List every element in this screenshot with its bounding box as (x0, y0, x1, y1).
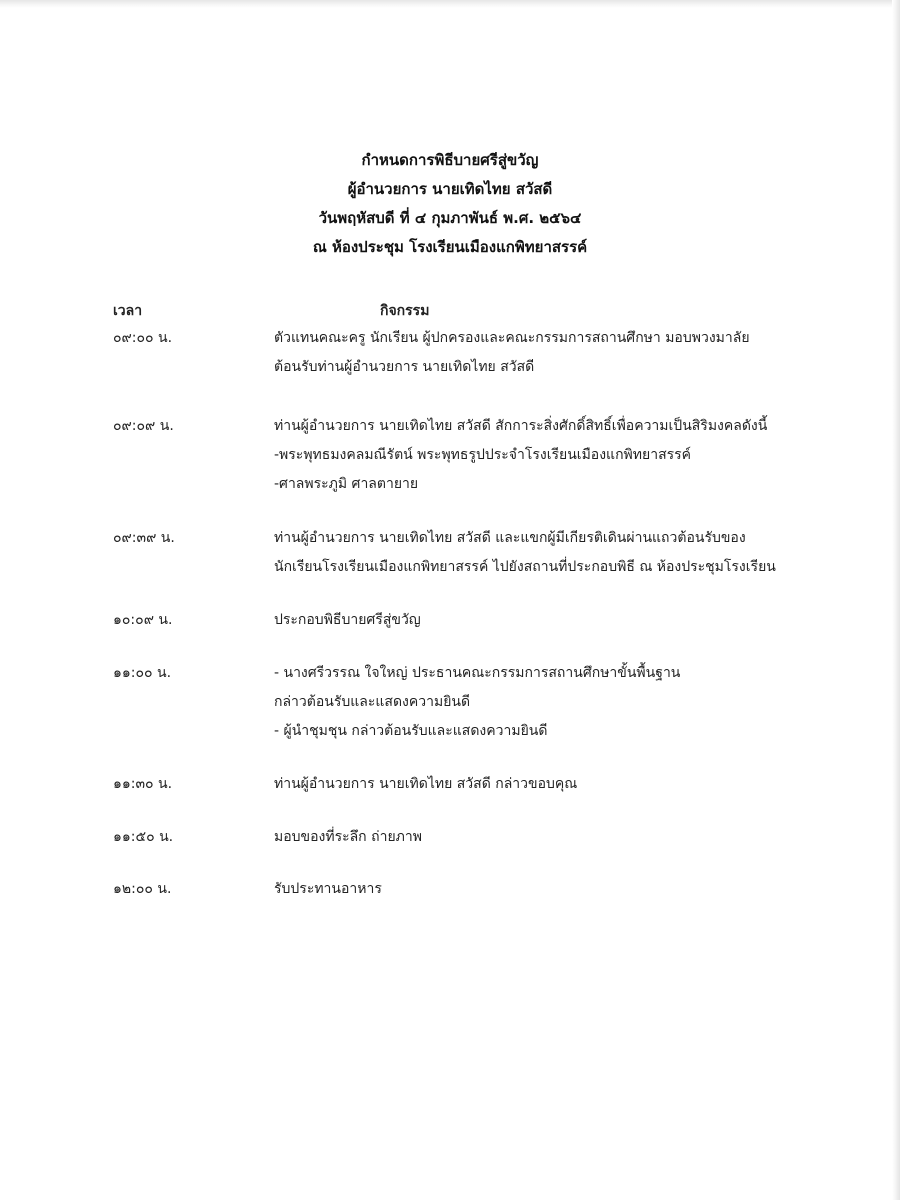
schedule-activity (274, 770, 874, 799)
activity-line: ท่านผู้อำนวยการ นายเทิดไทย สวัสดี และแขกผู้มีเกียรติเดินผ่านแถวต้อนรับของ (274, 530, 746, 546)
schedule-activity (274, 524, 874, 582)
schedule-activity (274, 324, 874, 382)
schedule-time: ๑๒:๐๐ น. (113, 881, 172, 897)
activity-line: รับประทานอาหาร (274, 881, 382, 897)
schedule-time: ๑๑:๓๐ น. (113, 776, 173, 792)
activity-line: ท่านผู้อำนวยการ นายเทิดไทย สวัสดี สักการะสิ่งศักดิ์สิทธิ์เพื่อความเป็นสิริมงคลดังนี้ (274, 418, 768, 434)
column-header-time: เวลา (113, 303, 143, 319)
activity-line: ท่านผู้อำนวยการ นายเทิดไทย สวัสดี กล่าวขอบคุณ (274, 776, 578, 792)
schedule-time: ๑๑:๕๐ น. (113, 829, 174, 845)
title-line-ceremony: กำหนดการพิธีบายศรีสู่ขวัญ (361, 151, 539, 169)
schedule-time: ๑๐:๐๙ น. (113, 612, 173, 628)
schedule-activity (274, 659, 874, 746)
schedule-activity (274, 875, 874, 904)
title-line-director: ผู้อำนวยการ นายเทิดไทย สวัสดี (347, 180, 553, 198)
activity-line: ต้อนรับท่านผู้อำนวยการ นายเทิดไทย สวัสดี (274, 359, 535, 375)
column-header-activity: กิจกรรม (380, 303, 430, 319)
schedule-time: ๑๑:๐๐ น. (113, 665, 172, 681)
activity-line: - ผู้นำชุมชุน กล่าวต้อนรับและแสดงความยินดี (274, 723, 548, 739)
activity-line: - นางศรีวรรณ ใจใหญ่ ประธานคณะกรรมการสถานศึกษาขั้นพื้นฐาน (274, 665, 681, 681)
activity-line: -ศาลพระภูมิ ศาลตายาย (274, 476, 419, 492)
activity-line: นักเรียนโรงเรียนเมืองแกพิทยาสรรค์ ไปยังสถานที่ประกอบพิธี ณ ห้องประชุมโรงเรียน (274, 559, 776, 575)
document-title-block (0, 146, 900, 262)
schedule-activity (274, 823, 874, 852)
schedule-time: ๐๙:๓๙ น. (113, 530, 175, 546)
activity-line: ประกอบพิธีบายศรีสู่ขวัญ (274, 612, 421, 628)
schedule-activity (274, 606, 874, 635)
activity-line: กล่าวต้อนรับและแสดงความยินดี (274, 694, 471, 710)
activity-line: มอบของที่ระลึก ถ่ายภาพ (274, 829, 422, 845)
title-line-venue: ณ ห้องประชุม โรงเรียนเมืองแกพิทยาสรรค์ (312, 238, 588, 256)
activity-line: -พระพุทธมงคลมณีรัตน์ พระพุทธรูปประจำโรงเรียนเมืองแกพิทยาสรรค์ (274, 447, 692, 463)
schedule-activity (274, 412, 874, 499)
activity-line: ตัวแทนคณะครู นักเรียน ผู้ปกครองและคณะกรรมการสถานศึกษา มอบพวงมาลัย (274, 330, 750, 346)
schedule-time: ๐๙:๐๙ น. (113, 418, 174, 434)
title-line-date: วันพฤหัสบดี ที่ ๔ กุมภาพันธ์ พ.ศ. ๒๕๖๔ (318, 209, 582, 227)
schedule-time: ๐๙:๐๐ น. (113, 330, 173, 346)
